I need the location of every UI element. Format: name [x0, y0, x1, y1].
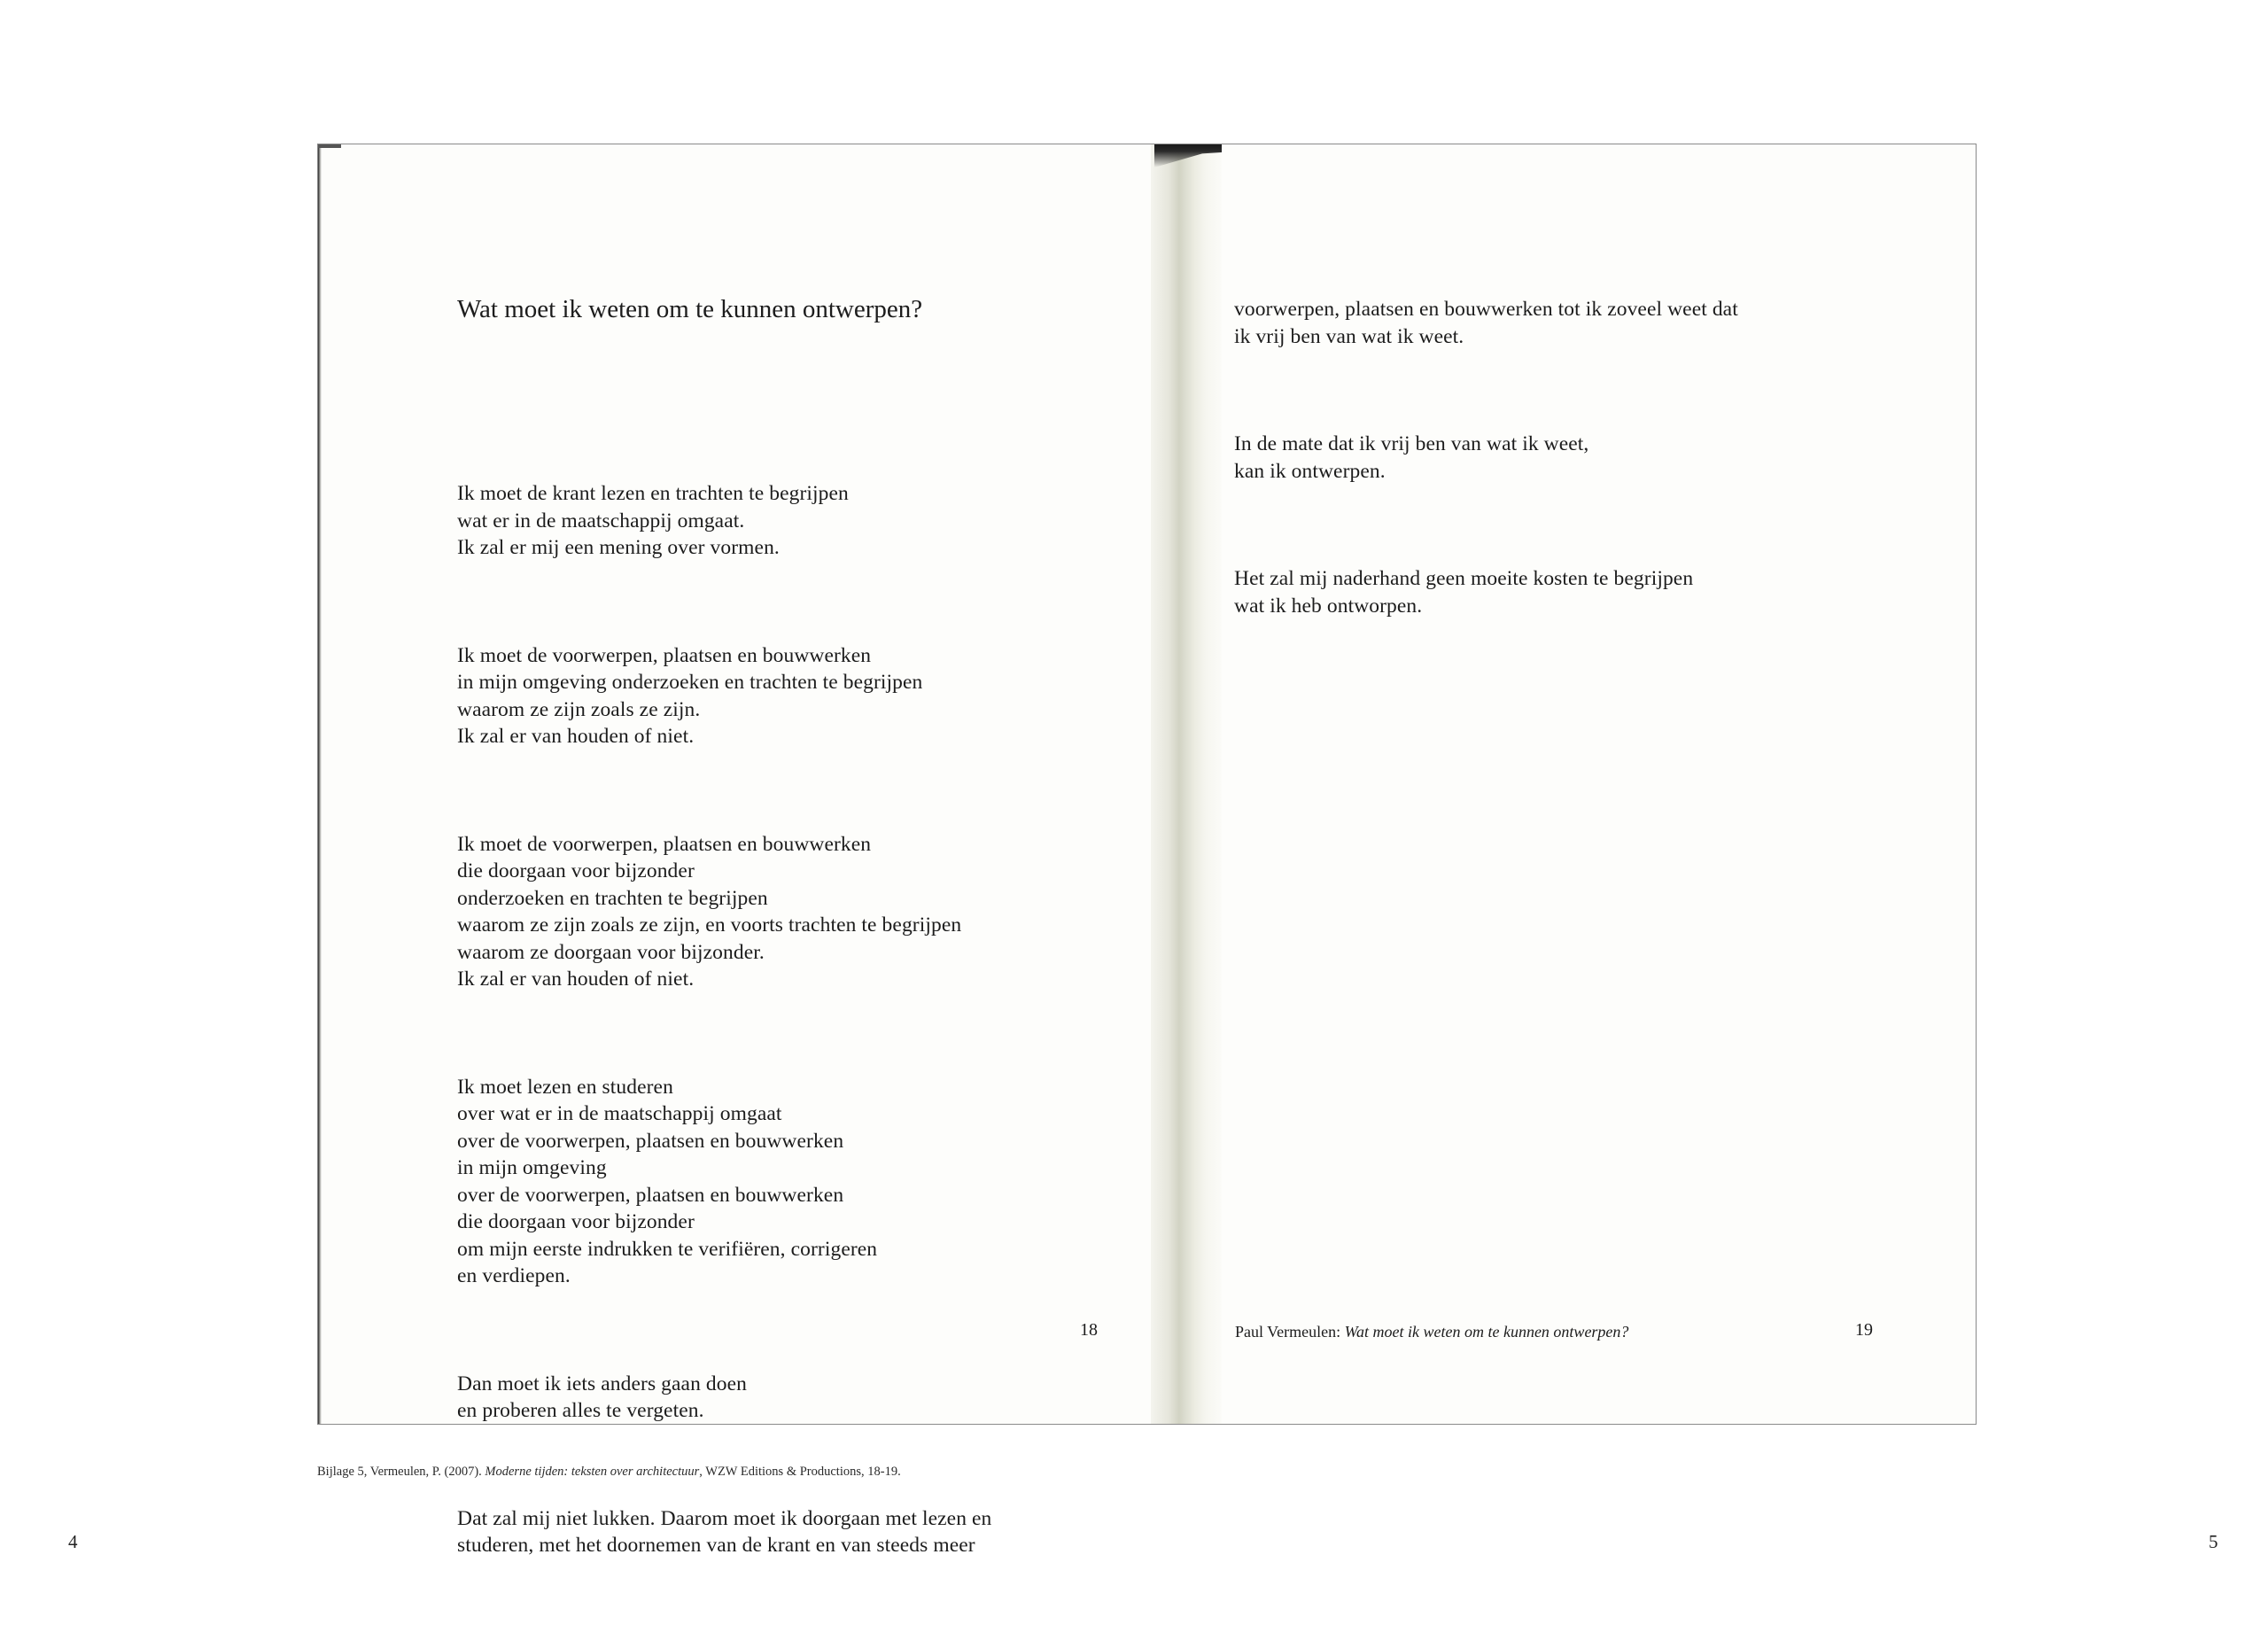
- book-gutter: [1151, 144, 1222, 1424]
- stanza: Dan moet ik iets anders gaan doen en proberen alles te vergeten.: [457, 1372, 747, 1422]
- caption-book-title: Moderne tijden: teksten over architectuur: [485, 1465, 700, 1479]
- stanza: Ik moet lezen en studeren over wat er in de maatschappij omgaat over de voorwerpen, plaatsen en bouwwerken in mijn omgeving over de voorwerpen, plaatsen en bouwwerken die doorgaan voor bijzonder om mijn eerste indrukken te verifiëren, corrigeren en verdiepen.: [457, 1075, 878, 1287]
- stanza: In de mate dat ik vrij ben van wat ik weet, kan ik ontwerpen.: [1234, 432, 1589, 483]
- page-number-right: 19: [1855, 1320, 1873, 1340]
- caption-prefix: Bijlage 5, Vermeulen, P. (2007).: [317, 1465, 485, 1479]
- stanza: Ik moet de krant lezen en trachten te begrijpen wat er in de maatschappij omgaat. Ik zal er mij een mening over vormen.: [457, 482, 849, 559]
- footer-author: Paul Vermeulen:: [1235, 1323, 1345, 1341]
- stanza: Dat zal mij niet lukken. Daarom moet ik doorgaan met lezen en studeren, met het doornemen van de krant en van steeds meer: [457, 1506, 992, 1557]
- stanza: Ik moet de voorwerpen, plaatsen en bouwwerken in mijn omgeving onderzoeken en trachten te begrijpen waarom ze zijn zoals ze zijn. Ik zal er van houden of niet.: [457, 643, 923, 748]
- footer-title: Wat moet ik weten om te kunnen ontwerpen?: [1344, 1323, 1629, 1341]
- stanza: Het zal mij naderhand geen moeite kosten te begrijpen wat ik heb ontworpen.: [1234, 567, 1694, 618]
- running-footer: [1235, 1323, 1628, 1341]
- sheet-number-left: 4: [68, 1531, 78, 1552]
- stanza: voorwerpen, plaatsen en bouwwerken tot ik zoveel weet dat ik vrij ben van wat ik weet.: [1234, 298, 1738, 348]
- page-corner-mark: [318, 144, 341, 148]
- figure-caption: [317, 1465, 901, 1480]
- page-number-left: 18: [1080, 1320, 1098, 1340]
- left-page-body: [457, 426, 991, 1640]
- page-edge-shadow: [318, 144, 322, 1424]
- sheet-number-right: 5: [2209, 1531, 2218, 1552]
- stanza: Ik moet de voorwerpen, plaatsen en bouwwerken die doorgaan voor bijzonder onderzoeken en trachten te begrijpen waarom ze zijn zoals ze zijn, en voorts trachten te begrijpen waarom ze doorgaan voor bijzonder. Ik zal er van houden of niet.: [457, 832, 962, 991]
- right-page-body: [1234, 242, 1738, 700]
- caption-suffix: , WZW Editions & Productions, 18-19.: [699, 1465, 901, 1479]
- page-title: Wat moet ik weten om te kunnen ontwerpen?: [457, 295, 923, 323]
